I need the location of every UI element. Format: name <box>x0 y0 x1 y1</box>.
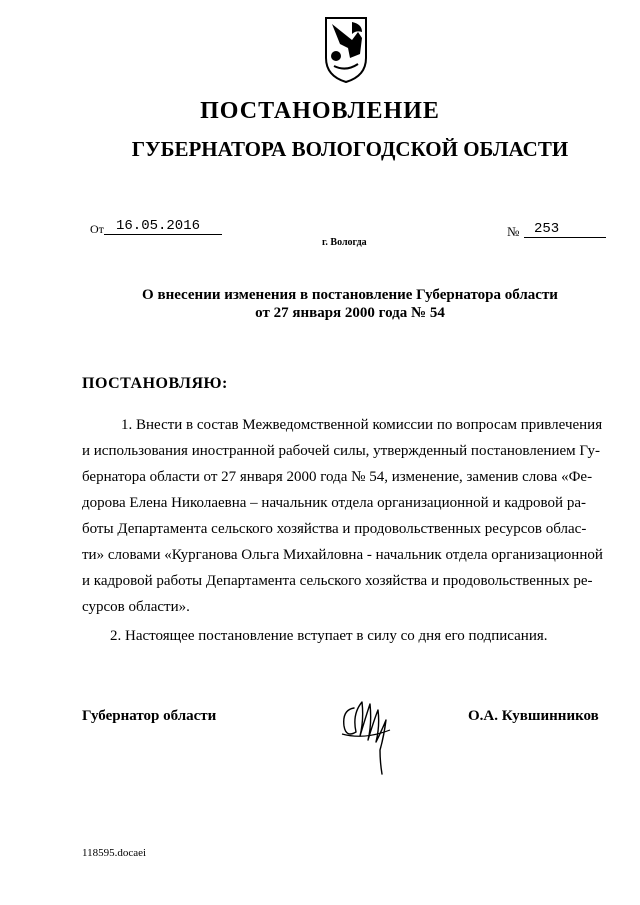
signature-image <box>336 690 396 778</box>
body-line: сурсов области». <box>82 599 190 615</box>
signatory-name: О.А. Кувшинников <box>468 708 599 724</box>
document-title: ПОСТАНОВЛЕНИЕ <box>200 98 440 124</box>
body-line: боты Департамента сельского хозяйства и продовольственных ресурсов облас- <box>82 521 587 537</box>
decree-word: ПОСТАНОВЛЯЮ: <box>82 375 228 392</box>
date-underline <box>104 234 222 235</box>
number-underline <box>524 237 606 238</box>
subject-line-1: О внесении изменения в постановление Губернатора области <box>142 287 558 303</box>
document-subtitle: ГУБЕРНАТОРА ВОЛОГОДСКОЙ ОБЛАСТИ <box>131 137 569 161</box>
body-line: дорова Елена Николаевна – начальник отдела организационной и кадровой ра- <box>82 495 586 511</box>
date-label: От <box>90 222 104 236</box>
body-line: 1. Внести в состав Межведомственной комиссии по вопросам привлечения <box>121 417 603 433</box>
body-line: 2. Настоящее постановление вступает в силу со дня его подписания. <box>110 628 548 644</box>
number-label: № <box>507 224 520 239</box>
city-label: г. Вологда <box>322 237 367 248</box>
document-date: 16.05.2016 <box>116 218 201 234</box>
document-number: 253 <box>534 221 560 237</box>
body-line: и кадровой работы Департамента сельского хозяйства и продовольственных ре- <box>82 573 593 589</box>
body-line: бернатора области от 27 января 2000 года № 54, изменение, заменив слова «Фе- <box>82 469 593 485</box>
file-name: 118595.docaei <box>82 847 147 859</box>
body-line: ти» словами «Курганова Ольга Михайловна - начальник отдела организационной <box>82 547 603 563</box>
coat-of-arms-icon <box>322 14 370 84</box>
body-line: и использования иностранной рабочей силы, утвержденный постановлением Гу- <box>82 443 600 459</box>
subject-line-2: от 27 января 2000 года № 54 <box>255 305 445 321</box>
signatory-position: Губернатор области <box>82 708 217 724</box>
